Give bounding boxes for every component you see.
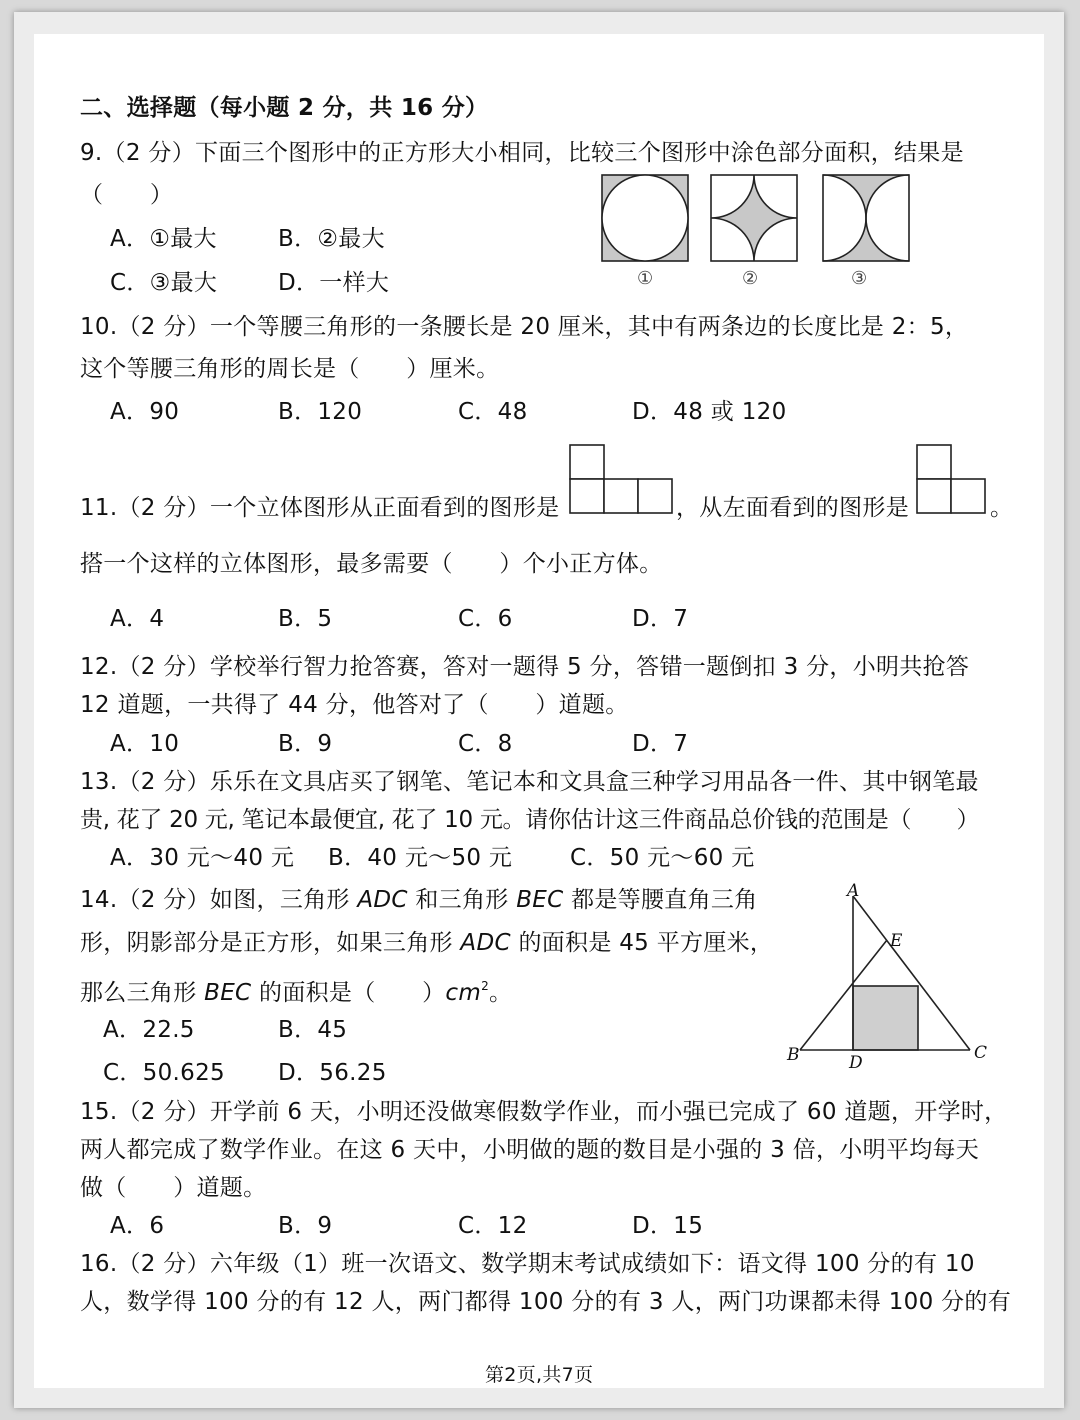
q14-option-b[interactable]: B．45 — [278, 1017, 348, 1043]
q11-option-d[interactable]: D．7 — [632, 606, 689, 632]
q14-label-e: E — [890, 931, 903, 951]
q13-stem-line1: 13.（2 分）乐乐在文具店买了钢笔、笔记本和文具盒三种学习用品各一件、其中钢笔最 — [80, 769, 979, 795]
section-title: 二、选择题（每小题 2 分，共 16 分） — [80, 95, 489, 121]
q15-option-b[interactable]: B．9 — [278, 1213, 333, 1239]
q14-text: 都是等腰直角三角 — [563, 887, 758, 913]
q9-stem-line1: 9.（2 分）下面三个图形中的正方形大小相同，比较三个图形中涂色部分面积，结果是 — [80, 140, 964, 166]
q15-stem-line2: 两人都完成了数学作业。在这 6 天中，小明做的题的数目是小强的 3 倍，小明平均每天 — [80, 1137, 980, 1163]
q10-option-a[interactable]: A．90 — [110, 399, 180, 425]
q14-shaded-square — [853, 986, 918, 1050]
q14-triangle-adc: ADC — [357, 887, 408, 913]
q14-text: 14.（2 分）如图，三角形 — [80, 887, 358, 913]
q13-option-a[interactable]: A．30 元～40 元 — [110, 845, 295, 871]
q13-option-b[interactable]: B．40 元～50 元 — [328, 845, 513, 871]
q11-stem-line2: 搭一个这样的立体图形，最多需要（ ）个小正方体。 — [80, 551, 663, 577]
q14-unit-exponent: 2 — [481, 979, 490, 993]
q14-unit: cm — [445, 980, 482, 1006]
q14-option-c[interactable]: C．50.625 — [103, 1060, 225, 1086]
q15-option-c[interactable]: C．12 — [458, 1213, 528, 1239]
q9-option-a[interactable]: A．①最大 — [110, 226, 217, 252]
q12-option-c[interactable]: C．8 — [458, 731, 513, 757]
q12-option-a[interactable]: A．10 — [110, 731, 180, 757]
q11-option-b[interactable]: B．5 — [278, 606, 333, 632]
q15-option-a[interactable]: A．6 — [110, 1213, 165, 1239]
q11-option-c[interactable]: C．6 — [458, 606, 513, 632]
q9-figure-3 — [823, 175, 909, 261]
q9-stem-line2: （ ） — [80, 182, 174, 208]
q14-stem-line3 — [80, 971, 512, 1008]
q15-option-d[interactable]: D．15 — [632, 1213, 704, 1239]
q10-option-b[interactable]: B．120 — [278, 399, 363, 425]
q13-option-c[interactable]: C．50 元～60 元 — [570, 845, 755, 871]
q10-option-c[interactable]: C．48 — [458, 399, 528, 425]
q14-triangle-bec: BEC — [204, 980, 252, 1006]
q9-figure-1 — [602, 175, 688, 261]
q14-label-d: D — [849, 1053, 863, 1073]
q9-figure-1-label: ① — [637, 268, 654, 289]
q14-stem-line2 — [80, 928, 773, 958]
q9-option-c[interactable]: C．③最大 — [110, 270, 218, 296]
q14-text: 的面积是 45 平方厘米， — [510, 930, 774, 956]
q14-label-a: A — [847, 881, 860, 901]
q9-figure-2 — [711, 175, 797, 261]
q9-figure-3-label: ③ — [851, 268, 868, 289]
q10-stem-line1: 10.（2 分）一个等腰三角形的一条腰长是 20 厘米，其中有两条边的长度比是 2：5， — [80, 314, 969, 340]
q9-figures — [596, 170, 916, 270]
q11-stem-part3: 。 — [990, 495, 1014, 521]
q12-stem-line2: 12 道题，一共得了 44 分，他答对了（ ）道题。 — [80, 692, 629, 718]
q11-stem-part2: ，从左面看到的图形是 — [676, 495, 909, 521]
q10-stem-line2: 这个等腰三角形的周长是（ ）厘米。 — [80, 356, 500, 382]
q14-triangle-figure — [780, 880, 1000, 1070]
q14-label-b: B — [787, 1045, 800, 1065]
q12-option-d[interactable]: D．7 — [632, 731, 689, 757]
q16-stem-line2: 人，数学得 100 分的有 12 人，两门都得 100 分的有 3 人，两门功课都未得 100 分的有 — [80, 1289, 1012, 1315]
q15-stem-line3: 做（ ）道题。 — [80, 1175, 267, 1201]
q11-stem-part1: 11.（2 分）一个立体图形从正面看到的图形是 — [80, 495, 560, 521]
q10-option-d[interactable]: D．48 或 120 — [632, 399, 787, 425]
q14-triangle-adc: ADC — [460, 930, 511, 956]
q11-option-a[interactable]: A．4 — [110, 606, 165, 632]
q14-stem-line1 — [80, 885, 757, 915]
q14-text: 那么三角形 — [80, 980, 205, 1006]
q14-text: 形，阴影部分是正方形，如果三角形 — [80, 930, 461, 956]
q14-text: 的面积是（ ） — [251, 980, 446, 1006]
q14-option-a[interactable]: A．22.5 — [103, 1017, 195, 1043]
q9-figure-2-label: ② — [742, 268, 759, 289]
q11-front-view — [568, 443, 676, 517]
q16-stem-line1: 16.（2 分）六年级（1）班一次语文、数学期末考试成绩如下：语文得 100 分的有 10 — [80, 1251, 975, 1277]
q14-text: 。 — [489, 980, 513, 1006]
q9-option-b[interactable]: B．②最大 — [278, 226, 385, 252]
q12-stem-line1: 12.（2 分）学校举行智力抢答赛，答对一题得 5 分，答错一题倒扣 3 分，小明共抢答 — [80, 654, 970, 680]
q14-option-d[interactable]: D．56.25 — [278, 1060, 387, 1086]
q11-left-view — [915, 443, 989, 517]
q14-label-c: C — [974, 1043, 988, 1063]
q14-text: 和三角形 — [407, 887, 517, 913]
q15-stem-line1: 15.（2 分）开学前 6 天，小明还没做寒假数学作业，而小强已完成了 60 道题，开学时， — [80, 1099, 1008, 1125]
q12-option-b[interactable]: B．9 — [278, 731, 333, 757]
q13-stem-line2: 贵, 花了 20 元, 笔记本最便宜, 花了 10 元。请你估计这三件商品总价钱的范围是（ ） — [80, 807, 980, 833]
q14-triangle-bec: BEC — [516, 887, 564, 913]
q9-option-d[interactable]: D．一样大 — [278, 270, 390, 296]
page-number: 第2页,共7页 — [485, 1364, 594, 1386]
